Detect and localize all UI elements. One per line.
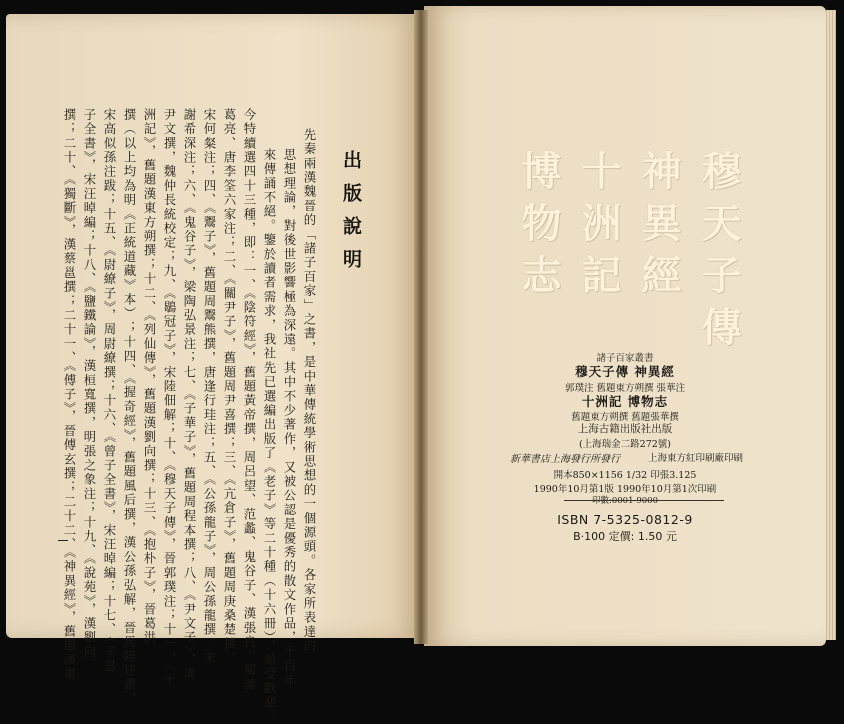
publisher-address: (上海瑞金二路272號) (578, 439, 672, 450)
preface-column-11: 宋高似孫注跋；十五、《尉繚子》，周尉繚撰；十六、《曾子全書》，宋汪晫編；十七、《子思 (102, 108, 117, 674)
preface-column-6: 宋何粲注；四、《鬻子》，舊題周鬻熊撰，唐逢行珪注；五、《公孫龍子》，周公孫龍撰，宋 (202, 108, 217, 666)
preface-column-8: 尹文撰，魏仲長統校定；九、《鶡冠子》，宋陸佃解；十、《穆天子傳》，晉郭璞注；十一、《十 (162, 108, 177, 688)
isbn: ISBN 7-5325-0812-9 (557, 512, 693, 527)
cover-title-col-2: 神異經 (635, 150, 682, 306)
preface-column-12: 子全書》，宋汪晫編；十八、《鹽鐵論》，漢桓寬撰，明張之象注；十九、《說苑》，漢劉向 (82, 108, 97, 660)
isbn-rule (564, 500, 724, 501)
preface-column-5: 葛亮、唐李筌六家注；二、《關尹子》，舊題周尹喜撰；三、《亢倉子》，舊題周庚桑楚撰， (222, 108, 237, 666)
distributor: 新華書店上海發行所發行 (510, 454, 620, 465)
preface-title: 出版說明 (340, 150, 362, 282)
cover-title-col-4: 博物志 (515, 150, 562, 306)
imprint-block (424, 0, 826, 651)
cover-title-col-1: 穆天子傳 (695, 150, 742, 358)
preface-column-13: 撰；二十、《獨斷》，漢蔡邕撰；二十一、《傅子》，晉傅玄撰；二十二、《神異經》，舊題漢東 (62, 108, 77, 682)
print-run: 印數:0001-9000 (592, 496, 658, 506)
preface-column-1: 先秦兩漢魏晉的「諸子百家」之書，是中華傳統學術思想的一個源頭。各家所表達的 (302, 128, 317, 654)
credit-line-1: 郭璞注 舊題東方朔撰 張華注 (564, 383, 686, 394)
preface-column-7: 謝希深注；六、《鬼谷子》，梁陶弘景注；七、《子華子》，舊題周程本撰；八、《尹文子》，周 (182, 108, 197, 682)
preface-column-9: 洲記》，舊題漢東方朔撰；十二、《列仙傳》，舊題漢劉向撰；十三、《抱朴子》，晉葛洪 (142, 108, 157, 645)
preface-column-2: 思想理論，對後世影響極為深遠。其中不少著作，又被公認是優秀的散文作品，千百年 (282, 148, 297, 688)
format-spec: 開本850×1156 1/32 印張3.125 (553, 470, 697, 481)
printer: 上海東方紅印刷廠印刷 (648, 453, 744, 464)
price-code: B·100 定價: 1.50 元 (573, 530, 677, 543)
series-name: 諸子百家叢書 (596, 353, 654, 364)
credit-line-2: 舊題東方朔撰 舊題張華撰 (571, 412, 679, 423)
preface-column-4: 今特續選四十三種，即：一、《陰符經》，舊題黃帝撰，周呂望、范蠡、鬼谷子、漢張良、蜀諸 (242, 108, 257, 692)
publisher: 上海古籍出版社出版 (577, 423, 673, 435)
page-edges (826, 10, 836, 640)
preface-column-10: 撰（以上均為明《正統道藏》本）；十四、《握奇經》，舊題風后撰，漢公孫弘解，晉馬隆述讚， (122, 108, 137, 707)
edition-info: 1990年10月第1版 1990年10月第1次印刷 (533, 484, 717, 495)
book-line-2: 十洲記 博物志 (581, 394, 669, 409)
cover-title-col-3: 十洲記 (575, 150, 622, 306)
book-line-1: 穆天子傳 神異經 (575, 364, 675, 379)
preface-column-3: 來傳誦不絕。鑒於讀者需求，我社先已選編出版了《老子》等二十種（十六冊），頗受歡迎。 (262, 148, 277, 724)
dash-mark (58, 540, 68, 541)
